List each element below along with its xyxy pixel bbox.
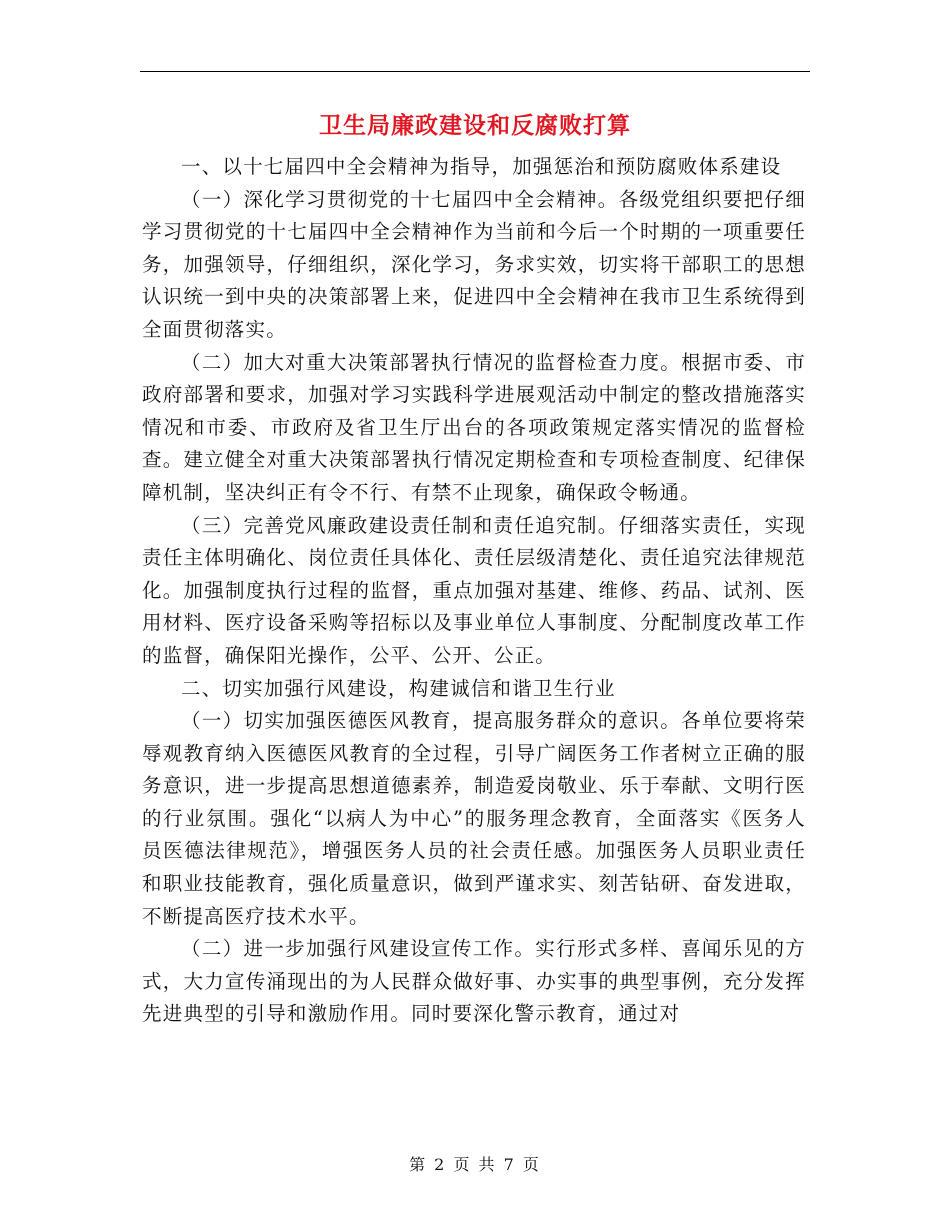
page-footer: 第 2 页 共 7 页 [409, 1155, 541, 1174]
document-body [142, 151, 806, 1031]
header-rule [140, 71, 810, 72]
section-heading-2: 二、切实加强行风建设，构建诚信和谐卫生行业 [181, 676, 616, 700]
paragraph-2-1: （一）切实加强医德医风教育，提高服务群众的意识。各单位要将荣辱观教育纳入医德医风教育的全过程，引导广阔医务工作者树立正确的服务意识，进一步提高思想道德素养，制造爱岗敬业、乐于奉献、文明行医的行业氛围。强化“以病人为中心”的服务理念教育，全面落实《医务人员医德法律规范》，增强医务人员的社会责任感。加强医务人员职业责任和职业技能教育，强化质量意识，做到严谨求实、刻苦钻研、奋发进取，不断提高医疗技术水平。 [142, 709, 806, 928]
paragraph-1-2: （二）加大对重大决策部署执行情况的监督检查力度。根据市委、市政府部署和要求，加强对学习实践科学进展观活动中制定的整改措施落实情况和市委、市政府及省卫生厅出台的各项政策规定落实情况的监督检查。建立健全对重大决策部署执行情况定期检查和专项检查制度、纪律保障机制，坚决纠正有令不行、有禁不止现象，确保政令畅通。 [142, 350, 806, 504]
paragraph-1-3: （三）完善党风廉政建设责任制和责任追究制。仔细落实责任，实现责任主体明确化、岗位责任具体化、责任层级清楚化、责任追究法律规范化。加强制度执行过程的监督，重点加强对基建、维修、药品、试剂、医用材料、医疗设备采购等招标以及事业单位人事制度、分配制度改革工作的监督，确保阳光操作，公平、公开、公正。 [142, 513, 806, 667]
paragraph-1-1: （一）深化学习贯彻党的十七届四中全会精神。各级党组织要把仔细学习贯彻党的十七届四中全会精神作为当前和今后一个时期的一项重要任务，加强领导，仔细组织，深化学习，务求实效，切实将干部职工的思想认识统一到中央的决策部署上来，促进四中全会精神在我市卫生系统得到全面贯彻落实。 [142, 187, 806, 341]
section-heading-1: 一、以十七届四中全会精神为指导，加强惩治和预防腐败体系建设 [181, 155, 782, 178]
document-title: 卫生局廉政建设和反腐败打算 [319, 112, 631, 139]
paragraph-2-2: （二）进一步加强行风建设宣传工作。实行形式多样、喜闻乐见的方式，大力宣传涌现出的为人民群众做好事、办实事的典型事例，充分发挥先进典型的引导和激励作用。同时要深化警示教育，通过对 [142, 937, 806, 1026]
